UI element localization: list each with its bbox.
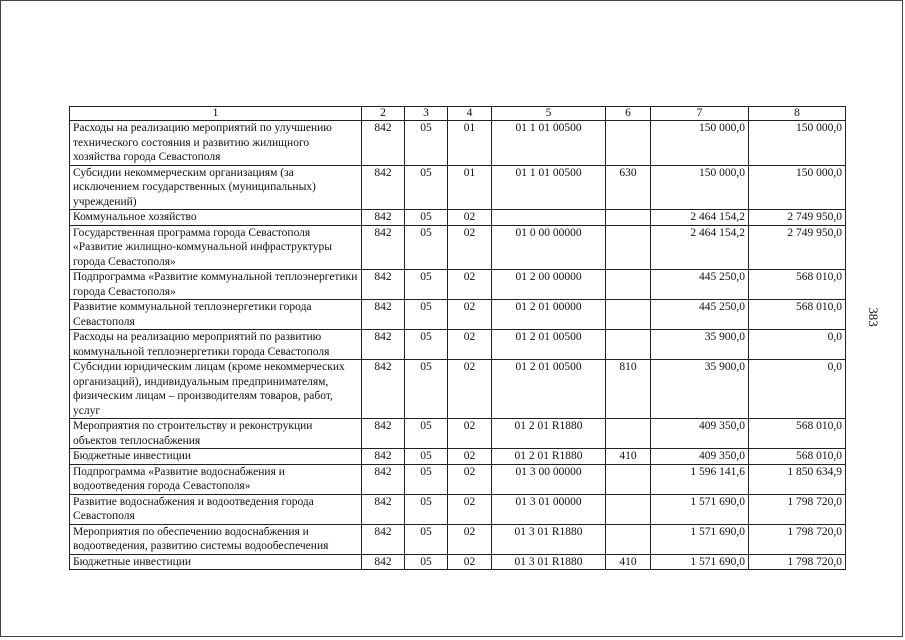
table-row: [70, 165, 846, 210]
cell-amount-year2: 0,0: [749, 330, 846, 360]
cell-expense-type: 630: [606, 165, 651, 210]
column-header: 2: [362, 107, 405, 121]
cell-name: Бюджетные инвестиции: [70, 554, 362, 570]
cell-ministry-code: 842: [362, 270, 405, 300]
cell-expense-type: 410: [606, 449, 651, 465]
table-row: [70, 330, 846, 360]
column-header: 1: [70, 107, 362, 121]
cell-expense-type: [606, 121, 651, 166]
cell-section-code: 05: [405, 165, 448, 210]
column-header: 5: [492, 107, 606, 121]
cell-name: Расходы на реализацию мероприятий по развитию коммунальной теплоэнергетики города Севастополя: [70, 330, 362, 360]
column-header: 3: [405, 107, 448, 121]
cell-ministry-code: 842: [362, 449, 405, 465]
table-row: [70, 300, 846, 330]
column-header: 4: [448, 107, 492, 121]
table-row: [70, 360, 846, 419]
cell-expense-type: [606, 225, 651, 270]
table-row: [70, 210, 846, 226]
cell-section-code: 05: [405, 554, 448, 570]
cell-amount-year2: 568 010,0: [749, 300, 846, 330]
cell-name: Государственная программа города Севастополя «Развитие жилищно-коммунальной инфраструктуры города Севастополя»: [70, 225, 362, 270]
budget-table: [69, 106, 846, 570]
cell-name: Расходы на реализацию мероприятий по улучшению технического состояния и развитию жилищного хозяйства города Севастополя: [70, 121, 362, 166]
cell-expense-type: 410: [606, 554, 651, 570]
cell-amount-year2: 150 000,0: [749, 121, 846, 166]
table-row: [70, 524, 846, 554]
cell-target-article: 01 3 01 R1880: [492, 524, 606, 554]
cell-ministry-code: 842: [362, 330, 405, 360]
table-row: [70, 494, 846, 524]
cell-target-article: 01 2 01 00500: [492, 360, 606, 419]
cell-name: Мероприятия по обеспечению водоснабжения и водоотведения, развитию системы водообеспечения: [70, 524, 362, 554]
cell-ministry-code: 842: [362, 210, 405, 226]
cell-amount-year2: 568 010,0: [749, 449, 846, 465]
cell-expense-type: [606, 210, 651, 226]
cell-amount-year1: 35 900,0: [651, 330, 749, 360]
cell-section-code: 05: [405, 225, 448, 270]
cell-amount-year1: 1 571 690,0: [651, 494, 749, 524]
cell-expense-type: [606, 419, 651, 449]
cell-amount-year2: 1 850 634,9: [749, 464, 846, 494]
cell-section-code: 05: [405, 300, 448, 330]
table-row: [70, 225, 846, 270]
cell-amount-year1: 409 350,0: [651, 449, 749, 465]
cell-subsection-code: 02: [448, 360, 492, 419]
cell-subsection-code: 02: [448, 554, 492, 570]
cell-subsection-code: 02: [448, 419, 492, 449]
cell-amount-year2: 0,0: [749, 360, 846, 419]
cell-section-code: 05: [405, 449, 448, 465]
cell-target-article: 01 3 01 R1880: [492, 554, 606, 570]
cell-ministry-code: 842: [362, 165, 405, 210]
cell-ministry-code: 842: [362, 121, 405, 166]
cell-target-article: 01 3 00 00000: [492, 464, 606, 494]
cell-subsection-code: 02: [448, 464, 492, 494]
cell-expense-type: [606, 270, 651, 300]
cell-subsection-code: 02: [448, 330, 492, 360]
cell-target-article: [492, 210, 606, 226]
cell-amount-year2: 2 749 950,0: [749, 225, 846, 270]
cell-amount-year2: 568 010,0: [749, 419, 846, 449]
cell-amount-year1: 1 571 690,0: [651, 554, 749, 570]
cell-expense-type: [606, 464, 651, 494]
cell-name: Бюджетные инвестиции: [70, 449, 362, 465]
cell-ministry-code: 842: [362, 554, 405, 570]
cell-subsection-code: 01: [448, 121, 492, 166]
table-row: [70, 449, 846, 465]
cell-subsection-code: 02: [448, 524, 492, 554]
cell-name: Мероприятия по строительству и реконструкции объектов теплоснабжения: [70, 419, 362, 449]
cell-target-article: 01 2 00 00000: [492, 270, 606, 300]
cell-ministry-code: 842: [362, 225, 405, 270]
cell-target-article: 01 2 01 R1880: [492, 419, 606, 449]
cell-expense-type: [606, 300, 651, 330]
cell-amount-year2: 2 749 950,0: [749, 210, 846, 226]
cell-section-code: 05: [405, 270, 448, 300]
cell-section-code: 05: [405, 121, 448, 166]
cell-amount-year1: 409 350,0: [651, 419, 749, 449]
table-body: [70, 121, 846, 570]
cell-amount-year1: 445 250,0: [651, 300, 749, 330]
table-row: [70, 464, 846, 494]
cell-target-article: 01 1 01 00500: [492, 165, 606, 210]
cell-expense-type: [606, 330, 651, 360]
cell-name: Подпрограмма «Развитие коммунальной теплоэнергетики города Севастополя»: [70, 270, 362, 300]
cell-expense-type: [606, 494, 651, 524]
cell-subsection-code: 02: [448, 494, 492, 524]
column-header: 6: [606, 107, 651, 121]
table-row: [70, 419, 846, 449]
cell-name: Развитие водоснабжения и водоотведения города Севастополя: [70, 494, 362, 524]
cell-amount-year1: 445 250,0: [651, 270, 749, 300]
cell-section-code: 05: [405, 360, 448, 419]
cell-amount-year1: 150 000,0: [651, 165, 749, 210]
cell-amount-year1: 2 464 154,2: [651, 225, 749, 270]
cell-subsection-code: 01: [448, 165, 492, 210]
cell-section-code: 05: [405, 330, 448, 360]
header-row: [70, 107, 846, 121]
cell-subsection-code: 02: [448, 300, 492, 330]
cell-target-article: 01 2 01 00000: [492, 300, 606, 330]
cell-ministry-code: 842: [362, 494, 405, 524]
cell-name: Субсидии некоммерческим организациям (за исключением государственных (муниципальных) учреждений): [70, 165, 362, 210]
cell-subsection-code: 02: [448, 270, 492, 300]
cell-amount-year1: 35 900,0: [651, 360, 749, 419]
page-number: 383: [865, 307, 881, 327]
cell-amount-year1: 1 596 141,6: [651, 464, 749, 494]
cell-amount-year2: 1 798 720,0: [749, 524, 846, 554]
cell-ministry-code: 842: [362, 419, 405, 449]
cell-target-article: 01 3 01 00000: [492, 494, 606, 524]
cell-section-code: 05: [405, 524, 448, 554]
cell-ministry-code: 842: [362, 464, 405, 494]
cell-amount-year2: 568 010,0: [749, 270, 846, 300]
cell-name: Развитие коммунальной теплоэнергетики города Севастополя: [70, 300, 362, 330]
column-header: 8: [749, 107, 846, 121]
cell-ministry-code: 842: [362, 300, 405, 330]
cell-amount-year2: 1 798 720,0: [749, 494, 846, 524]
cell-amount-year2: 150 000,0: [749, 165, 846, 210]
cell-target-article: 01 2 01 00500: [492, 330, 606, 360]
cell-target-article: 01 1 01 00500: [492, 121, 606, 166]
cell-section-code: 05: [405, 494, 448, 524]
cell-name: Подпрограмма «Развитие водоснабжения и водоотведения города Севастополя»: [70, 464, 362, 494]
cell-subsection-code: 02: [448, 449, 492, 465]
cell-ministry-code: 842: [362, 524, 405, 554]
cell-amount-year1: 1 571 690,0: [651, 524, 749, 554]
cell-amount-year1: 2 464 154,2: [651, 210, 749, 226]
cell-target-article: 01 2 01 R1880: [492, 449, 606, 465]
cell-target-article: 01 0 00 00000: [492, 225, 606, 270]
table-row: [70, 554, 846, 570]
cell-subsection-code: 02: [448, 210, 492, 226]
cell-subsection-code: 02: [448, 225, 492, 270]
cell-name: Субсидии юридическим лицам (кроме некоммерческих организаций), индивидуальным предпринимателям, физическим лицам – производителям товаров, работ, услуг: [70, 360, 362, 419]
cell-section-code: 05: [405, 210, 448, 226]
table-row: [70, 121, 846, 166]
column-header: 7: [651, 107, 749, 121]
cell-ministry-code: 842: [362, 360, 405, 419]
cell-expense-type: [606, 524, 651, 554]
cell-name: Коммунальное хозяйство: [70, 210, 362, 226]
cell-amount-year1: 150 000,0: [651, 121, 749, 166]
cell-section-code: 05: [405, 464, 448, 494]
table-row: [70, 270, 846, 300]
cell-expense-type: 810: [606, 360, 651, 419]
cell-amount-year2: 1 798 720,0: [749, 554, 846, 570]
cell-section-code: 05: [405, 419, 448, 449]
